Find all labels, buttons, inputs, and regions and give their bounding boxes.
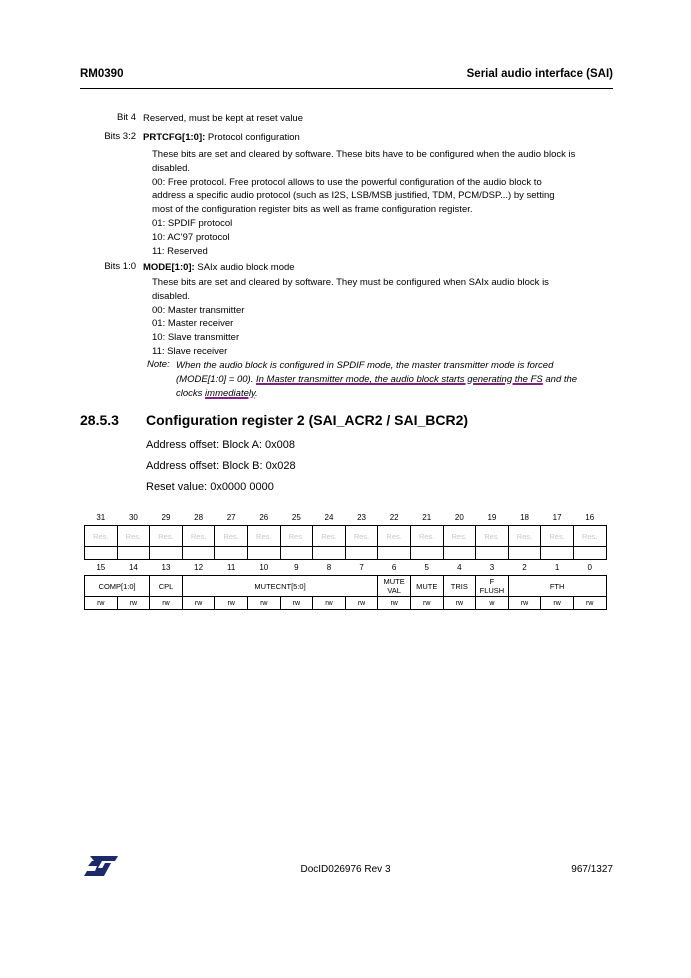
bit-number: 14	[128, 563, 138, 572]
bits32-line: 00: Free protocol. Free protocol allows to use the powerful configuration of the audio block to	[152, 176, 542, 188]
bit-number: 22	[389, 513, 399, 522]
field-fth: FTH	[508, 576, 606, 597]
bits32-line: 10: AC’97 protocol	[152, 231, 230, 243]
reserved-field: Res.	[150, 526, 183, 547]
address-offset-a: Address offset: Block A: 0x008	[146, 439, 295, 451]
reserved-field: Res.	[541, 526, 574, 547]
note-underlined-text: immediately	[205, 387, 256, 399]
bits32-line: 01: SPDIF protocol	[152, 217, 233, 229]
bits32-heading	[143, 131, 300, 145]
bits32-description	[152, 148, 614, 258]
bits10-line: 00: Master transmitter	[152, 304, 245, 316]
field-tris: TRIS	[443, 576, 476, 597]
empty-access-cell	[573, 547, 606, 560]
bit-number: 5	[424, 563, 429, 572]
note-body	[176, 359, 616, 400]
reserved-field: Res.	[508, 526, 541, 547]
doc-id: RM0390	[80, 68, 124, 80]
empty-access-cell	[508, 547, 541, 560]
bit-number: 7	[359, 563, 364, 572]
chapter-title: Serial audio interface (SAI)	[466, 68, 613, 80]
bit-number: 10	[259, 563, 269, 572]
access-type: rw	[541, 597, 574, 610]
muteval-line1: MUTE	[383, 577, 405, 586]
fflush-line1: F	[489, 577, 495, 586]
access-type: rw	[313, 597, 346, 610]
bits32-line: disabled.	[152, 162, 191, 174]
address-offset-b: Address offset: Block B: 0x028	[146, 460, 296, 472]
access-type: rw	[85, 597, 118, 610]
bit-number: 28	[194, 513, 204, 522]
bit-number: 16	[585, 513, 595, 522]
bit-number: 23	[357, 513, 366, 522]
bits10-line: disabled.	[152, 290, 191, 302]
access-type: rw	[508, 597, 541, 610]
bit-number: 21	[422, 513, 432, 522]
note-line	[176, 387, 616, 401]
bit-number: 3	[489, 563, 495, 572]
register-map	[84, 510, 607, 610]
empty-access-cell	[215, 547, 248, 560]
bits32-field-name: PRTCFG[1:0]:	[143, 132, 206, 143]
reserved-field: Res.	[215, 526, 248, 547]
empty-access-cell	[247, 547, 280, 560]
bit-number: 4	[457, 563, 462, 572]
bit-number: 17	[552, 513, 562, 522]
bit-number: 20	[454, 513, 464, 522]
field-mute: MUTE	[410, 576, 443, 597]
field-cpl: CPL	[150, 576, 183, 597]
reset-value: Reset value: 0x0000 0000	[146, 481, 274, 493]
bit-number: 31	[96, 513, 106, 522]
bit-number: 8	[326, 563, 332, 572]
bit4-label: Bit 4	[116, 112, 136, 123]
bit-number: 18	[520, 513, 529, 522]
upper-access-row	[85, 547, 607, 560]
note-text: and the	[542, 373, 578, 385]
empty-access-cell	[541, 547, 574, 560]
bit-number: 19	[487, 513, 497, 522]
empty-access-cell	[476, 547, 509, 560]
reserved-field: Res.	[345, 526, 378, 547]
access-type: rw	[280, 597, 313, 610]
note-line: When the audio block is configured in SPDIF mode, the master transmitter mode is forced	[176, 360, 554, 371]
reserved-field: Res.	[476, 526, 509, 547]
bits32-label: Bits 3:2	[104, 131, 136, 142]
lower-bit-numbers	[85, 560, 607, 576]
field-muteval	[378, 576, 411, 597]
access-type: rw	[117, 597, 150, 610]
note-label: Note:	[147, 359, 170, 370]
bits32-line: These bits are set and cleared by software. These bits have to be configured when the audio block is	[152, 149, 576, 160]
access-type: rw	[410, 597, 443, 610]
empty-access-cell	[313, 547, 346, 560]
field-mutecnt: MUTECNT[5:0]	[182, 576, 378, 597]
bits10-line: 10: Slave transmitter	[152, 332, 240, 344]
bits32-line: 11: Reserved	[152, 245, 208, 257]
bits10-field-title: SAIx audio block mode	[194, 262, 295, 273]
bits10-line: 11: Slave receiver	[152, 345, 228, 357]
access-type: rw	[150, 597, 183, 610]
empty-access-cell	[345, 547, 378, 560]
bits32-field-title: Protocol configuration	[205, 132, 300, 143]
empty-access-cell	[182, 547, 215, 560]
reserved-field: Res.	[378, 526, 411, 547]
bit-number: 11	[227, 563, 236, 572]
bits32-line: most of the configuration register bits as well as frame configuration register.	[152, 204, 473, 216]
empty-access-cell	[150, 547, 183, 560]
bit-number: 27	[226, 513, 236, 522]
bits10-description	[152, 276, 614, 359]
access-type: rw	[215, 597, 248, 610]
reserved-field: Res.	[182, 526, 215, 547]
bits10-field-name: MODE[1:0]:	[143, 262, 195, 273]
note-line	[176, 373, 616, 387]
section-title: Configuration register 2 (SAI_ACR2 / SAI_BCR2)	[146, 412, 469, 428]
bit-number: 9	[294, 563, 299, 572]
section-number: 28.5.3	[80, 412, 119, 428]
page-number: 967/1327	[571, 864, 613, 875]
access-type: rw	[573, 597, 606, 610]
fflush-line2: FLUSH	[479, 586, 505, 595]
bit-number: 26	[259, 513, 269, 522]
access-type: rw	[378, 597, 411, 610]
access-type: rw	[345, 597, 378, 610]
bit4-text: Reserved, must be kept at reset value	[143, 113, 303, 124]
reserved-field: Res.	[280, 526, 313, 547]
access-type: rw	[182, 597, 215, 610]
field-comp: COMP[1:0]	[85, 576, 150, 597]
bits10-line: 01: Master receiver	[152, 318, 234, 330]
lower-fields	[85, 576, 607, 597]
bit-number: 1	[554, 563, 560, 572]
reserved-field: Res.	[410, 526, 443, 547]
bit-number: 0	[587, 563, 592, 572]
bits10-label: Bits 1:0	[104, 261, 136, 272]
lower-access-row	[85, 597, 607, 610]
empty-access-cell	[85, 547, 118, 560]
reserved-field: Res.	[573, 526, 606, 547]
bit-number: 25	[291, 513, 301, 522]
header-rule	[80, 88, 613, 89]
bit-number: 29	[161, 513, 171, 522]
access-type: rw	[247, 597, 280, 610]
bits32-line: address a specific audio protocol (such as I2S, LSB/MSB justified, TDM, PCM/DSP...) by setting	[152, 190, 555, 202]
empty-access-cell	[280, 547, 313, 560]
reserved-field: Res.	[117, 526, 150, 547]
bit-number: 15	[96, 563, 106, 572]
bit-number: 13	[161, 563, 171, 572]
note-text: .	[255, 387, 258, 399]
access-type: w	[476, 597, 509, 610]
reserved-field: Res.	[85, 526, 118, 547]
note-text: (MODE[1:0] = 00).	[176, 373, 256, 385]
reserved-field: Res.	[247, 526, 280, 547]
reserved-field: Res.	[443, 526, 476, 547]
empty-access-cell	[117, 547, 150, 560]
upper-fields	[85, 526, 607, 547]
bit-number: 30	[128, 513, 138, 522]
field-fflush	[476, 576, 509, 597]
muteval-line2: VAL	[387, 586, 401, 595]
access-type: rw	[443, 597, 476, 610]
reserved-field: Res.	[313, 526, 346, 547]
note-underlined-text: In Master transmitter mode, the audio block starts generating the FS	[256, 373, 543, 385]
bit-number: 12	[194, 563, 204, 572]
footer-doc-id: DocID026976 Rev 3	[300, 864, 391, 875]
bits10-line: These bits are set and cleared by software. They must be configured when SAIx audio block is	[152, 277, 549, 288]
bit-number: 24	[324, 513, 334, 522]
bit-number: 6	[391, 563, 397, 572]
upper-bit-numbers	[85, 510, 607, 526]
bit-number: 2	[522, 563, 527, 572]
note-text: clocks	[176, 387, 206, 399]
empty-access-cell	[443, 547, 476, 560]
empty-access-cell	[410, 547, 443, 560]
empty-access-cell	[378, 547, 411, 560]
bits10-heading	[143, 261, 295, 275]
